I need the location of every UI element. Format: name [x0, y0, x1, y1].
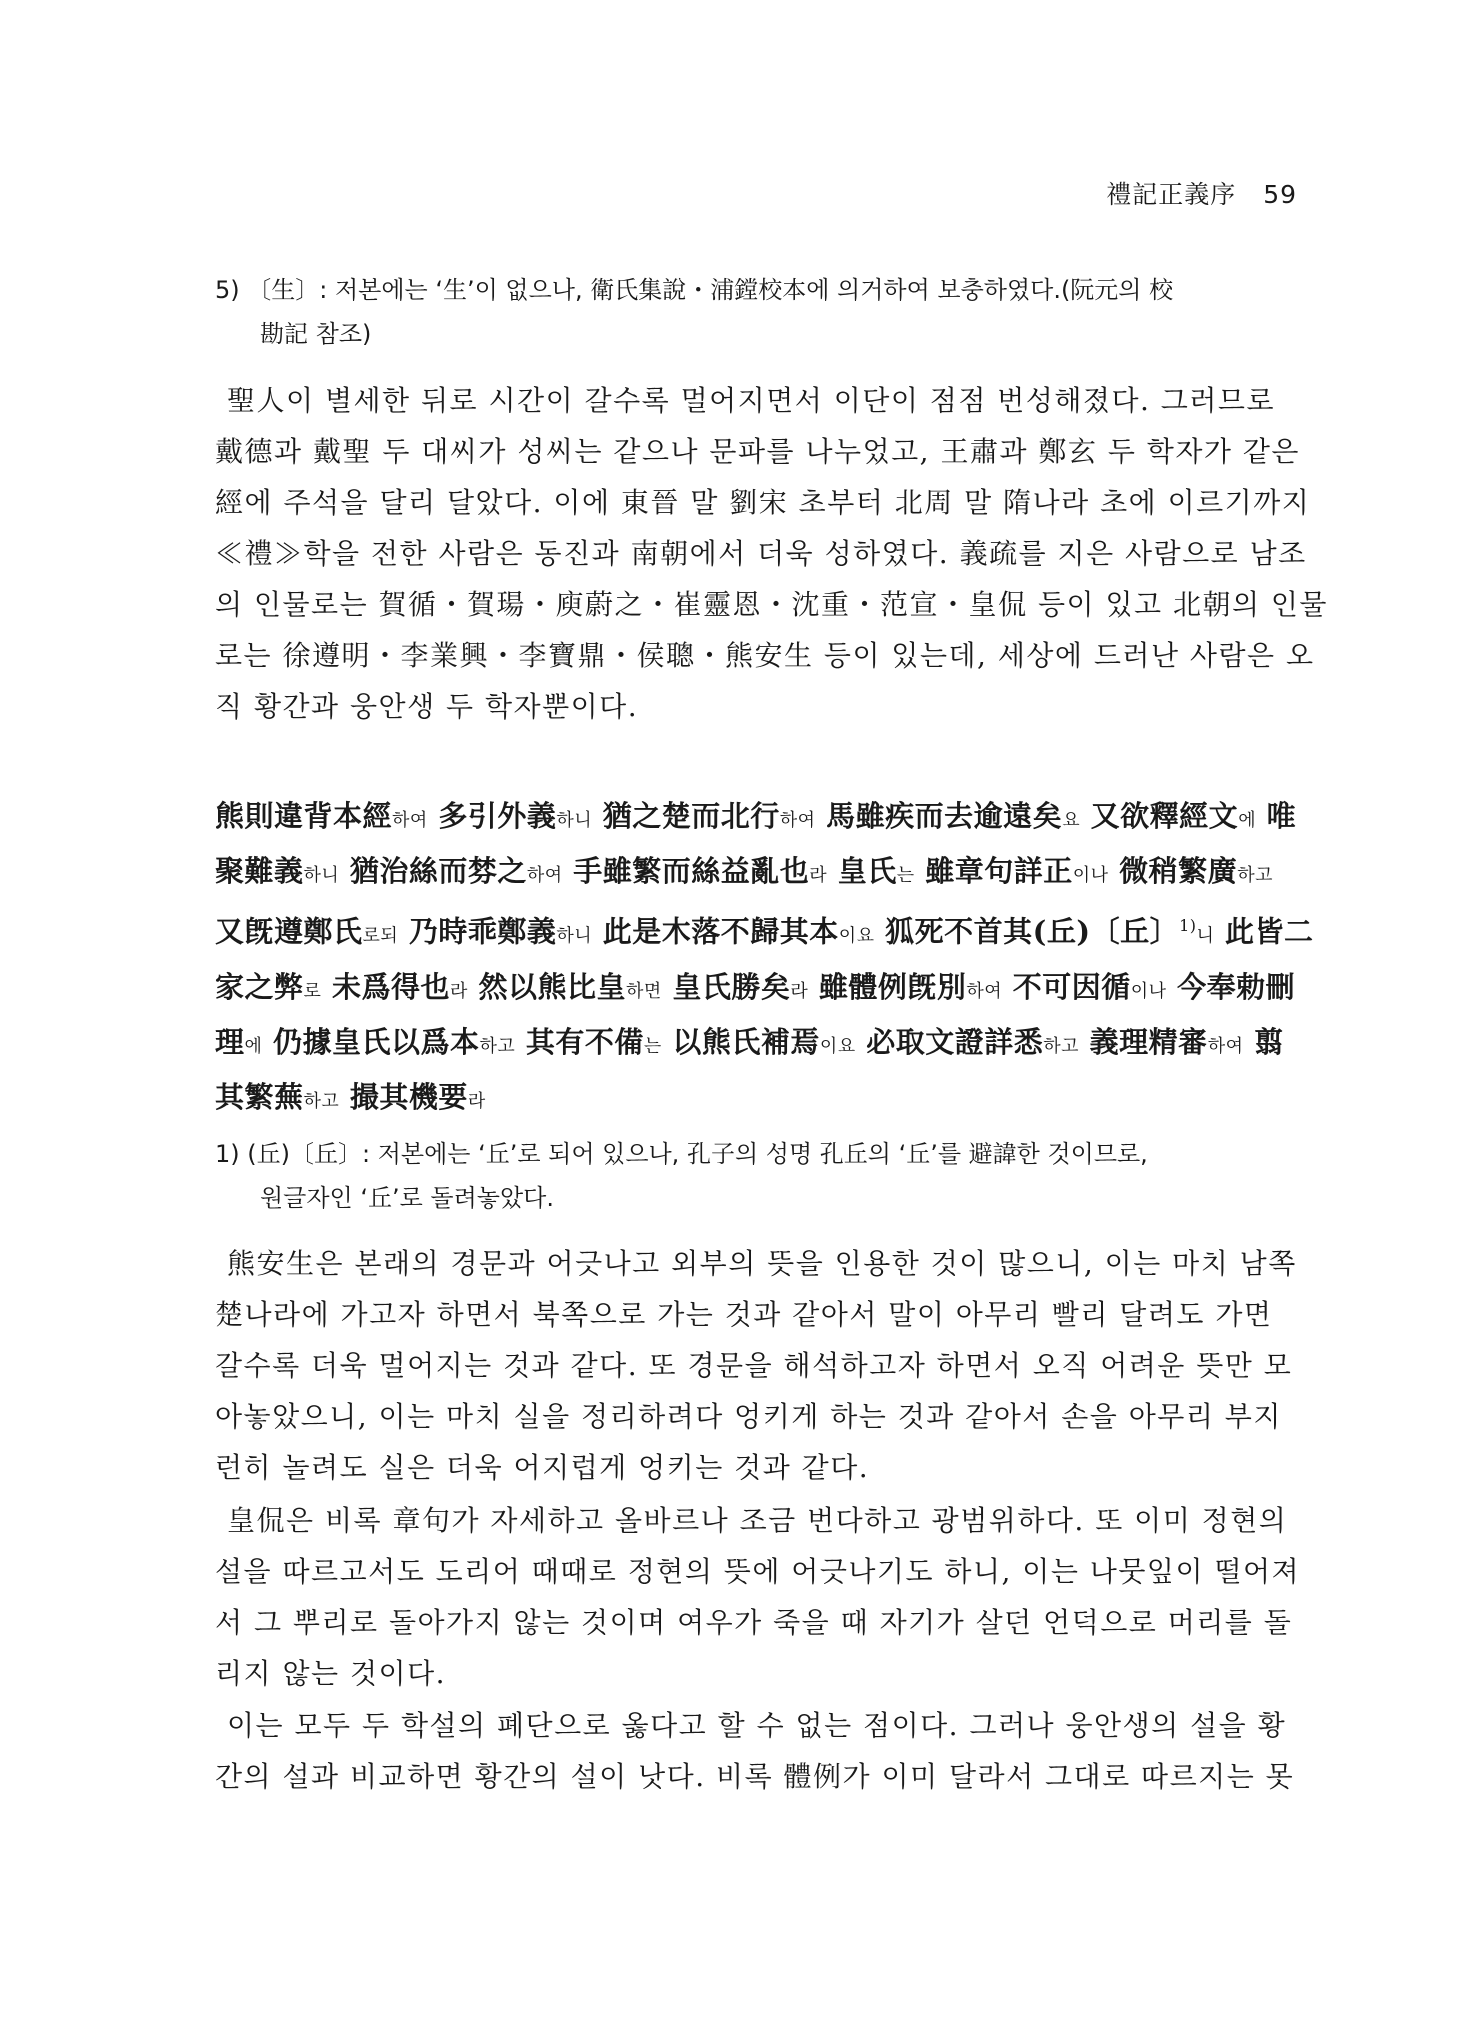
source-line: 聚難義하니 猶治絲而棼之하여 手雖繁而絲益亂也라 皇氏는 雖章句詳正이나 微稍繁廣하고 — [215, 854, 1273, 888]
footnote-ref[interactable]: 1) — [1179, 916, 1197, 935]
footnote-mid — [215, 1132, 1275, 1220]
classical-source-text — [215, 791, 1314, 1127]
text-line: 아놓았으니, 이는 마치 실을 정리하려다 엉키게 하는 것과 같아서 손을 아무리 부지 — [215, 1400, 1282, 1433]
page-number: 59 — [1263, 180, 1297, 209]
text-line: ≪禮≫학을 전한 사람은 동진과 南朝에서 더욱 성하였다. 義疏를 지은 사람으로 남조 — [215, 537, 1307, 570]
text-line: 熊安生은 본래의 경문과 어긋나고 외부의 뜻을 인용한 것이 많으니, 이는 마치 남쪽 — [227, 1247, 1297, 1280]
source-line: 其繁蕪하고 撮其機要라 — [215, 1079, 486, 1114]
text-line: 의 인물로는 賀循・賀瑒・庾蔚之・崔靈恩・沈重・范宣・皇侃 등이 있고 北朝의 인물 — [215, 588, 1328, 621]
footnote-top — [215, 268, 1275, 356]
footnote-line: 원글자인 ‘丘’로 돌려놓았다. — [260, 1184, 554, 1212]
translation-paragraph-3 — [215, 1495, 1301, 1699]
running-header — [1106, 175, 1297, 211]
text-line: 설을 따르고서도 도리어 때때로 정현의 뜻에 어긋나기도 하니, 이는 나뭇잎이 떨어져 — [215, 1555, 1301, 1588]
source-line: 理에 仍據皇氏以爲本하고 其有不備는 以熊氏補焉이요 必取文證詳悉하고 義理精審하여 翦 — [215, 1024, 1284, 1059]
text-line: 갈수록 더욱 멀어지는 것과 같다. 또 경문을 해석하고자 하면서 오직 어려운 뜻만 모 — [215, 1349, 1293, 1382]
text-line: 皇侃은 비록 章句가 자세하고 올바르나 조금 번다하고 광범위하다. 또 이미 정현의 — [227, 1504, 1288, 1537]
text-line: 리지 않는 것이다. — [215, 1657, 447, 1690]
header-title: 禮記正義序 — [1106, 180, 1237, 209]
source-line: 熊則違背本經하여 多引外義하니 猶之楚而北行하여 馬雖疾而去逾遠矣요 又欲釋經文에 唯 — [215, 799, 1297, 833]
footnote-line: 1) (丘)〔丘〕: 저본에는 ‘丘’로 되어 있으나, 孔子의 성명 孔丘의 ‘丘’를 避諱한 것이므로, — [215, 1140, 1148, 1168]
footnote-line: 5) 〔生〕: 저본에는 ‘生’이 없으나, 衛氏集說・浦鏜校本에 의거하여 보충하였다.(阮元의 校 — [215, 276, 1174, 304]
text-line: 직 황간과 웅안생 두 학자뿐이다. — [215, 690, 639, 723]
footnote-line: 勘記 참조) — [260, 320, 372, 348]
source-line: 家之弊로 未爲得也라 然以熊比皇하면 皇氏勝矣라 雖體例旣別하여 不可因循이나 今奉勅刪 — [215, 969, 1296, 1004]
text-line: 楚나라에 가고자 하면서 북쪽으로 가는 것과 같아서 말이 아무리 빨리 달려도 가면 — [215, 1298, 1273, 1331]
translation-paragraph-1 — [215, 375, 1328, 732]
text-line: 로는 徐遵明・李業興・李寶鼎・侯聰・熊安生 등이 있는데, 세상에 드러난 사람은 오 — [215, 639, 1315, 672]
text-line: 戴德과 戴聖 두 대씨가 성씨는 같으나 문파를 나누었고, 王肅과 鄭玄 두 학자가 같은 — [215, 435, 1300, 468]
text-line: 런히 놀려도 실은 더욱 어지럽게 엉키는 것과 같다. — [215, 1451, 870, 1484]
text-line: 聖人이 별세한 뒤로 시간이 갈수록 멀어지면서 이단이 점점 번성해졌다. 그러므로 — [227, 384, 1275, 417]
text-line: 간의 설과 비교하면 황간의 설이 낫다. 비록 體例가 이미 달라서 그대로 따르지는 못 — [215, 1760, 1295, 1793]
text-line: 이는 모두 두 학설의 폐단으로 옳다고 할 수 없는 점이다. 그러나 웅안생의 설을 황 — [227, 1709, 1287, 1742]
text-line: 서 그 뿌리로 돌아가지 않는 것이며 여우가 죽을 때 자기가 살던 언덕으로 머리를 돌 — [215, 1606, 1293, 1639]
source-line: 又旣遵鄭氏로되 乃時乖鄭義하니 此是木落不歸其本이요 狐死不首其(丘)〔丘〕$^{1)}$니 此皆二 — [215, 914, 1314, 949]
translation-paragraph-4 — [215, 1700, 1295, 1802]
text-line: 經에 주석을 달리 달았다. 이에 東晉 말 劉宋 초부터 北周 말 隋나라 초에 이르기까지 — [215, 486, 1311, 519]
translation-paragraph-2 — [215, 1238, 1297, 1493]
